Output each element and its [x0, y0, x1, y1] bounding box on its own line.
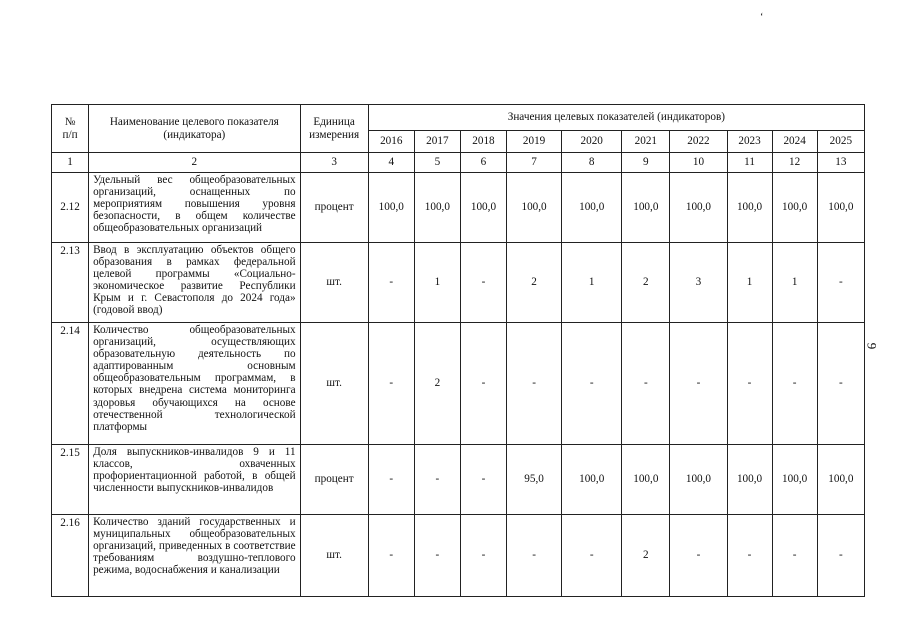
value-cell: 3: [670, 243, 727, 323]
header-num: № п/п: [52, 105, 89, 153]
table-row: [52, 515, 865, 597]
header-year: 2022: [670, 131, 727, 153]
col-number: 5: [414, 153, 460, 173]
row-number: 2.13: [52, 243, 89, 323]
value-cell: -: [507, 515, 562, 597]
value-cell: 100,0: [772, 173, 817, 243]
value-cell: -: [507, 323, 562, 445]
value-cell: 2: [507, 243, 562, 323]
value-cell: 100,0: [460, 173, 506, 243]
stray-mark: ʻ: [760, 12, 764, 23]
value-cell: 100,0: [414, 173, 460, 243]
value-cell: 100,0: [817, 445, 864, 515]
value-cell: -: [368, 323, 414, 445]
value-cell: 1: [772, 243, 817, 323]
unit-cell: процент: [300, 173, 368, 243]
value-cell: 100,0: [507, 173, 562, 243]
col-number: 3: [300, 153, 368, 173]
header-year: 2020: [562, 131, 622, 153]
header-year: 2019: [507, 131, 562, 153]
unit-cell: шт.: [300, 243, 368, 323]
value-cell: -: [727, 515, 772, 597]
value-cell: -: [460, 243, 506, 323]
value-cell: 100,0: [727, 173, 772, 243]
value-cell: 2: [414, 323, 460, 445]
value-cell: -: [368, 243, 414, 323]
header-year: 2023: [727, 131, 772, 153]
value-cell: -: [817, 323, 864, 445]
value-cell: 2: [622, 243, 670, 323]
value-cell: -: [772, 323, 817, 445]
value-cell: -: [727, 323, 772, 445]
row-number: 2.14: [52, 323, 89, 445]
value-cell: 100,0: [727, 445, 772, 515]
value-cell: -: [670, 323, 727, 445]
unit-cell: процент: [300, 445, 368, 515]
value-cell: 2: [622, 515, 670, 597]
row-number: 2.15: [52, 445, 89, 515]
value-cell: 1: [727, 243, 772, 323]
value-cell: -: [562, 323, 622, 445]
value-cell: -: [460, 515, 506, 597]
col-number: 4: [368, 153, 414, 173]
col-number: 7: [507, 153, 562, 173]
table-row: [52, 243, 865, 323]
value-cell: 100,0: [562, 445, 622, 515]
header-year: 2025: [817, 131, 864, 153]
value-cell: -: [414, 445, 460, 515]
header-year: 2021: [622, 131, 670, 153]
header-name: Наименование целевого показателя (индикатора): [89, 105, 300, 153]
value-cell: -: [817, 243, 864, 323]
value-cell: 95,0: [507, 445, 562, 515]
col-number: 9: [622, 153, 670, 173]
indicator-name: Количество общеобразовательных организаций, осуществляющих образовательную деятельность по адаптированным основным общеобразовательным программам, в которых внедрена система мониторинга здоровья обучающихся на основе отечественной технологической платформы: [89, 323, 300, 445]
value-cell: 1: [414, 243, 460, 323]
col-number: 6: [460, 153, 506, 173]
col-number: 8: [562, 153, 622, 173]
table-row: [52, 323, 865, 445]
row-number: 2.12: [52, 173, 89, 243]
value-cell: -: [368, 445, 414, 515]
header-year: 2018: [460, 131, 506, 153]
header-year: 2024: [772, 131, 817, 153]
value-cell: -: [562, 515, 622, 597]
header-row-1: [52, 105, 865, 131]
value-cell: 1: [562, 243, 622, 323]
value-cell: 100,0: [670, 445, 727, 515]
col-number: 13: [817, 153, 864, 173]
unit-cell: шт.: [300, 515, 368, 597]
value-cell: 100,0: [368, 173, 414, 243]
unit-cell: шт.: [300, 323, 368, 445]
indicator-name: Ввод в эксплуатацию объектов общего образования в рамках федеральной целевой программы «Социально-экономическое развитие Республики Крым и г. Севастополя до 2024 года» (годовой ввод): [89, 243, 300, 323]
table-row: [52, 173, 865, 243]
header-year: 2016: [368, 131, 414, 153]
value-cell: -: [670, 515, 727, 597]
col-number: 10: [670, 153, 727, 173]
value-cell: 100,0: [817, 173, 864, 243]
col-number: 2: [89, 153, 300, 173]
value-cell: -: [460, 445, 506, 515]
indicator-name: Количество зданий государственных и муниципальных общеобразовательных организаций, приведенных в соответствие требованиям воздушно-теплового режима, водоснабжения и канализации: [89, 515, 300, 597]
col-number: 12: [772, 153, 817, 173]
value-cell: -: [817, 515, 864, 597]
value-cell: -: [368, 515, 414, 597]
value-cell: -: [460, 323, 506, 445]
row-number: 2.16: [52, 515, 89, 597]
header-year: 2017: [414, 131, 460, 153]
value-cell: 100,0: [670, 173, 727, 243]
indicator-name: Доля выпускников-инвалидов 9 и 11 классов, охваченных профориентационной работой, в общей численности выпускников-инвалидов: [89, 445, 300, 515]
value-cell: 100,0: [622, 173, 670, 243]
page-number: 9: [864, 342, 880, 350]
column-numbers-row: [52, 153, 865, 173]
header-values-group: Значения целевых показателей (индикаторов): [368, 105, 864, 131]
value-cell: -: [414, 515, 460, 597]
value-cell: 100,0: [772, 445, 817, 515]
col-number: 11: [727, 153, 772, 173]
value-cell: 100,0: [622, 445, 670, 515]
value-cell: -: [622, 323, 670, 445]
header-unit: Единица измерения: [300, 105, 368, 153]
value-cell: 100,0: [562, 173, 622, 243]
col-number: 1: [52, 153, 89, 173]
indicators-table: [51, 104, 865, 597]
table-row: [52, 445, 865, 515]
value-cell: -: [772, 515, 817, 597]
indicator-name: Удельный вес общеобразовательных организаций, оснащенных по мероприятиям повышения уровня безопасности, в общем количестве общеобразовательных организаций: [89, 173, 300, 243]
